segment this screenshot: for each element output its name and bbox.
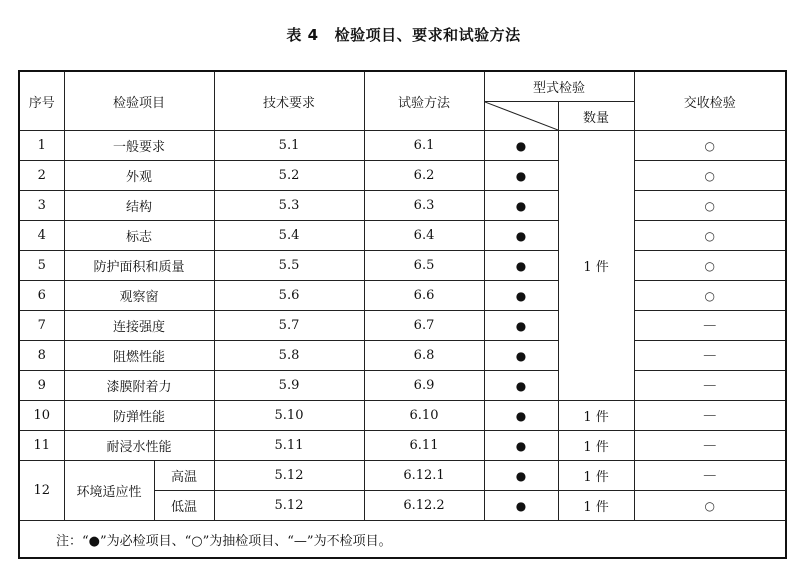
table-row — [19, 251, 786, 281]
row-delivery: — — [634, 311, 786, 341]
row-delivery: ○ — [634, 131, 786, 161]
row12-sub-req: 5.12 — [214, 491, 364, 521]
header-quantity: 数量 — [558, 102, 634, 131]
header-seq: 序号 — [19, 71, 64, 131]
row-requirement: 5.3 — [214, 191, 364, 221]
row-method: 6.7 — [364, 311, 484, 341]
row-requirement: 5.4 — [214, 221, 364, 251]
row-type-mark: ● — [484, 311, 558, 341]
row-delivery: — — [634, 431, 786, 461]
row-seq: 3 — [19, 191, 64, 221]
row-quantity-group: 1 件 — [558, 131, 634, 401]
row12-sub-name: 高温 — [154, 461, 214, 491]
row12-sub-req: 5.12 — [214, 461, 364, 491]
row-item: 标志 — [64, 221, 214, 251]
header-method: 试验方法 — [364, 71, 484, 131]
row-method: 6.8 — [364, 341, 484, 371]
row-quantity: 1 件 — [558, 401, 634, 431]
header-diagonal-cell — [484, 102, 558, 131]
table-row — [19, 191, 786, 221]
row-type-mark: ● — [484, 431, 558, 461]
row-seq: 11 — [19, 431, 64, 461]
row12-sub-delivery: ○ — [634, 491, 786, 521]
row-item: 漆膜附着力 — [64, 371, 214, 401]
header-row-1 — [19, 71, 786, 102]
table-row — [19, 371, 786, 401]
table-row — [19, 281, 786, 311]
row-item: 阻燃性能 — [64, 341, 214, 371]
row-delivery: ○ — [634, 281, 786, 311]
row-seq: 6 — [19, 281, 64, 311]
row12-sub-method: 6.12.1 — [364, 461, 484, 491]
row-item: 防弹性能 — [64, 401, 214, 431]
row-type-mark: ● — [484, 341, 558, 371]
row-method: 6.1 — [364, 131, 484, 161]
row-requirement: 5.10 — [214, 401, 364, 431]
row-requirement: 5.11 — [214, 431, 364, 461]
table-number: 表 4 — [286, 26, 319, 44]
header-item: 检验项目 — [64, 71, 214, 131]
row12-item: 环境适应性 — [64, 461, 154, 521]
row-requirement: 5.5 — [214, 251, 364, 281]
table-row — [19, 311, 786, 341]
row-requirement: 5.8 — [214, 341, 364, 371]
table-row-12a — [19, 461, 786, 491]
row-delivery: ○ — [634, 191, 786, 221]
row-requirement: 5.7 — [214, 311, 364, 341]
row-type-mark: ● — [484, 281, 558, 311]
row-method: 6.3 — [364, 191, 484, 221]
row-item: 结构 — [64, 191, 214, 221]
row-item: 外观 — [64, 161, 214, 191]
row-delivery: — — [634, 341, 786, 371]
row-type-mark: ● — [484, 131, 558, 161]
row-method: 6.11 — [364, 431, 484, 461]
note-row — [19, 521, 786, 559]
row-seq: 2 — [19, 161, 64, 191]
table-row — [19, 401, 786, 431]
header-requirement: 技术要求 — [214, 71, 364, 131]
table-row — [19, 431, 786, 461]
row-item: 防护面积和质量 — [64, 251, 214, 281]
row-method: 6.9 — [364, 371, 484, 401]
row-delivery: — — [634, 401, 786, 431]
table-note: 注：“●”为必检项目、“○”为抽检项目、“—”为不检项目。 — [19, 521, 786, 559]
table-row — [19, 161, 786, 191]
row-method: 6.2 — [364, 161, 484, 191]
inspection-table — [18, 70, 787, 559]
row-delivery: — — [634, 371, 786, 401]
table-row — [19, 131, 786, 161]
row12-seq: 12 — [19, 461, 64, 521]
row-type-mark: ● — [484, 191, 558, 221]
row-seq: 7 — [19, 311, 64, 341]
header-type-test: 型式检验 — [484, 71, 634, 102]
row12-sub-name: 低温 — [154, 491, 214, 521]
row-seq: 1 — [19, 131, 64, 161]
row-delivery: ○ — [634, 221, 786, 251]
row12-sub-method: 6.12.2 — [364, 491, 484, 521]
row-item: 一般要求 — [64, 131, 214, 161]
row-requirement: 5.9 — [214, 371, 364, 401]
row-seq: 5 — [19, 251, 64, 281]
table-caption: 检验项目、要求和试验方法 — [334, 26, 521, 44]
header-delivery: 交收检验 — [634, 71, 786, 131]
row-requirement: 5.6 — [214, 281, 364, 311]
row12-sub-type: ● — [484, 491, 558, 521]
row12-sub-type: ● — [484, 461, 558, 491]
table-row — [19, 341, 786, 371]
row-method: 6.4 — [364, 221, 484, 251]
row-seq: 4 — [19, 221, 64, 251]
row-item: 连接强度 — [64, 311, 214, 341]
table-row — [19, 221, 786, 251]
row-type-mark: ● — [484, 221, 558, 251]
row-type-mark: ● — [484, 251, 558, 281]
row-requirement: 5.2 — [214, 161, 364, 191]
row-method: 6.10 — [364, 401, 484, 431]
row-delivery: ○ — [634, 251, 786, 281]
row-type-mark: ● — [484, 161, 558, 191]
row-requirement: 5.1 — [214, 131, 364, 161]
row12-sub-delivery: — — [634, 461, 786, 491]
row12-sub-qty: 1 件 — [558, 491, 634, 521]
row12-sub-qty: 1 件 — [558, 461, 634, 491]
table-title — [0, 24, 807, 45]
row-method: 6.6 — [364, 281, 484, 311]
diagonal-line — [485, 102, 558, 130]
row-seq: 9 — [19, 371, 64, 401]
row-type-mark: ● — [484, 401, 558, 431]
row-quantity: 1 件 — [558, 431, 634, 461]
row-method: 6.5 — [364, 251, 484, 281]
row-item: 耐浸水性能 — [64, 431, 214, 461]
row-seq: 8 — [19, 341, 64, 371]
row-seq: 10 — [19, 401, 64, 431]
row-item: 观察窗 — [64, 281, 214, 311]
row-delivery: ○ — [634, 161, 786, 191]
row-type-mark: ● — [484, 371, 558, 401]
